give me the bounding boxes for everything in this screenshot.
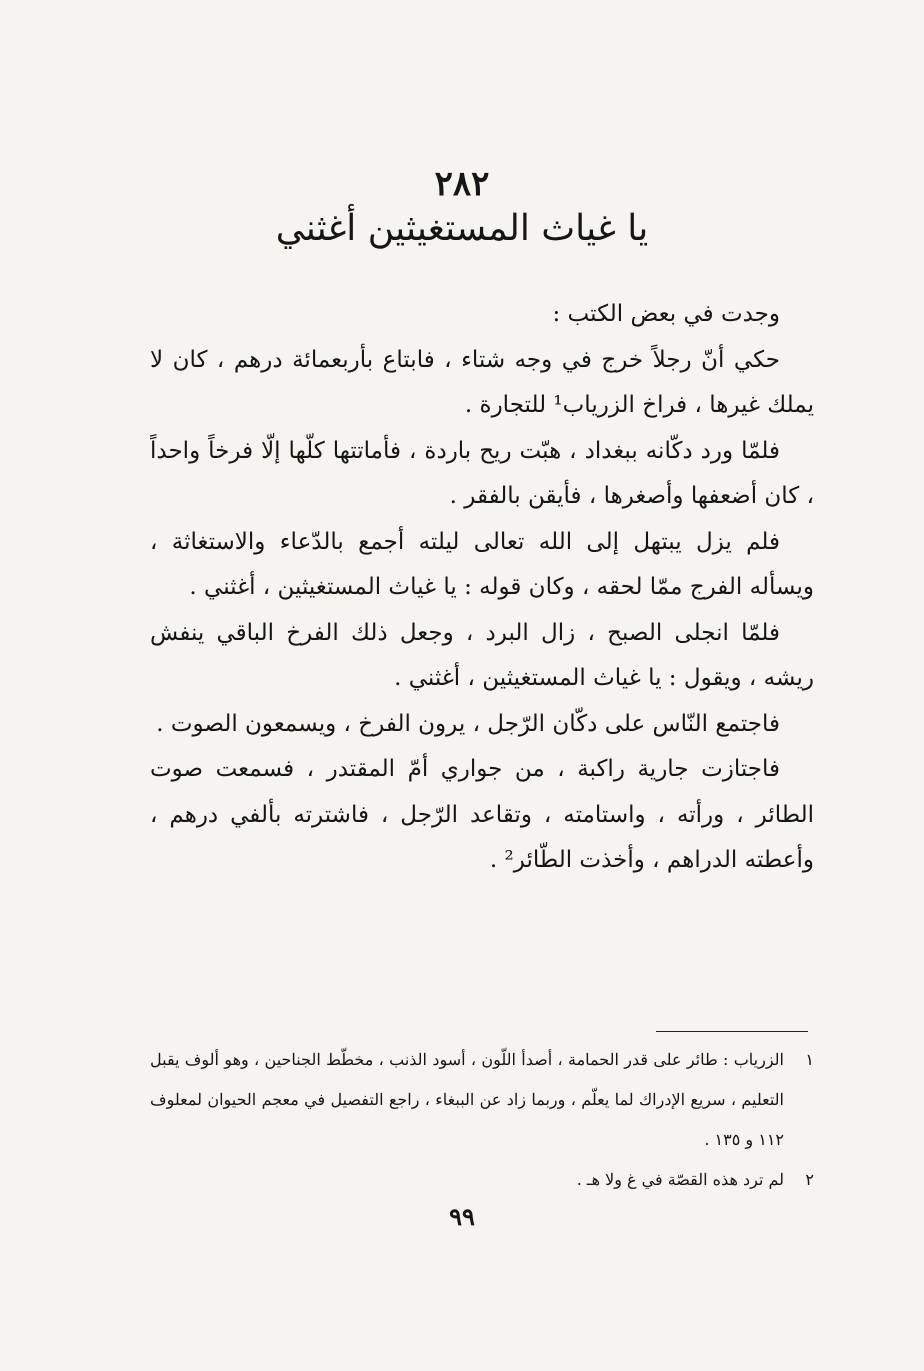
paragraph: فاجتازت جارية راكبة ، من جواري أمّ المقتدر ، فسمعت صوت الطائر ، ورأته ، واستامته ، وتقاعد الرّجل ، فاشترته بألفي درهم ، وأعطته الدراهم ، وأخذت الطّائر² . — [150, 756, 814, 873]
paragraph: حكي أنّ رجلاً خرج في وجه شتاء ، فابتاع بأربعمائة درهم ، كان لا يملك غيرها ، فراخ الزرياب¹ للتجارة . — [150, 346, 814, 418]
footnote-separator — [656, 1031, 808, 1032]
paragraph: فلمّا انجلى الصبح ، زال البرد ، وجعل ذلك الفرخ الباقي ينفش ريشه ، ويقول : يا غياث المستغيثين ، أغثني . — [150, 619, 814, 691]
footnote-text: لم ترد هذه القصّة في غ ولا هـ . — [576, 1170, 784, 1189]
footnote — [150, 1160, 814, 1200]
story-number: ٢٨٢ — [434, 164, 490, 204]
footnote-number: ٢ — [805, 1170, 814, 1189]
paragraph: فاجتمع النّاس على دكّان الرّجل ، يرون الفرخ ، ويسمعون الصوت . — [156, 710, 780, 737]
footnote-number: ١ — [805, 1050, 814, 1069]
paragraph: فلمّا ورد دكّانه ببغداد ، هبّت ريح باردة ، فأماتتها كلّها إلّا فرخاً واحداً ، كان أضعفها وأصغرها ، فأيقن بالفقر . — [150, 437, 814, 509]
footnote — [150, 1040, 814, 1160]
story-title: يا غياث المستغيثين أغثني — [275, 208, 649, 249]
story-body — [150, 292, 814, 884]
footnotes — [150, 1040, 814, 1200]
footnote-text: الزرياب : طائر على قدر الحمامة ، أصدأ اللّون ، أسود الذنب ، مخطّط الجناحين ، وهو ألوف يقبل التعليم ، سريع الإدراك لما يعلّم ، وربما زاد عن الببغاء ، راجع التفصيل في معجم الحيوان لمعلوف ١١٢ و ١٣٥ . — [150, 1050, 784, 1149]
paragraph: وجدت في بعض الكتب : — [552, 301, 780, 327]
page-number: ٩٩ — [449, 1202, 475, 1231]
paragraph: فلم يزل يبتهل إلى الله تعالى ليلته أجمع بالدّعاء والاستغاثة ، ويسأله الفرج ممّا لحقه ، وكان قوله : يا غياث المستغيثين ، أغثني . — [150, 528, 814, 600]
